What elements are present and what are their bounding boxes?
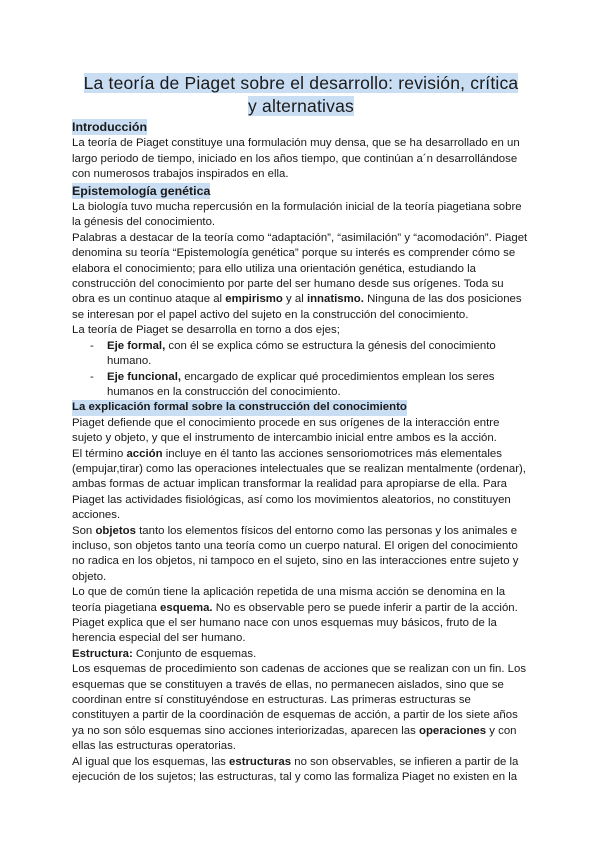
bold-term-accion: acción (126, 447, 163, 460)
section-heading-explicacion-formal: La explicación formal sobre la construcción del conocimiento (72, 400, 407, 415)
text-run: tanto los elementos físicos del entorno como las personas y los animales e incluso, son objetos tanto una teoría como un cuerpo natural. El origen del conocimiento no radica en los objetos, ni tampoco en el sujeto, sino en las interacciones entre sujeto y objeto. (72, 524, 519, 583)
text-run: y al (282, 293, 307, 306)
title-line-1: La teoría de Piaget sobre el desarrollo: revisión, crítica (83, 73, 519, 93)
episte-paragraph-3: La teoría de Piaget se desarrolla en torno a dos ejes; (72, 324, 340, 337)
bold-term-eje-funcional: Eje funcional, (107, 370, 182, 383)
text-run: Los esquemas de procedimiento son cadenas de acciones que se realizan con un fin. Los esquemas que se constituyen a través de ellas, no permanecen aislados, sino que se coordinan entre sí constituyéndose en estructuras. Las primeras estructuras se constituyen a partir de la coordinación de esquemas de acción, a partir de los siete años ya no son sólo esquemas sino acciones interiorizadas, aparecen las (72, 663, 527, 737)
bold-term-esquema: esquema. (160, 601, 213, 614)
text-run: Palabras a destacar de la teoría como “adaptación”, “asimilación” y “acomodación”. Piaget denomina su teoría “Epistemología genética” porque su interés es comprender cómo se elabora el conocimiento; para ello utiliza una orientación genética, estudiando la construcción del conocimiento por parte del ser humano desde sus orígenes. Toda su obra es un continuo ataque al (72, 231, 528, 306)
bold-term-operaciones: operaciones (418, 724, 487, 737)
formal-paragraph-1: Piaget defiende que el conocimiento procede en sus orígenes de la interacción entre sujeto y objeto, y que el instrumento de intercambio inicial entre ambos es la acción. (72, 416, 500, 445)
bold-term-innatismo: innatismo. (306, 293, 364, 306)
formal-paragraph-5 (72, 647, 528, 662)
bold-term-estructuras: estructuras (229, 755, 292, 768)
axes-list (72, 339, 528, 401)
text-run: No es observable pero se puede inferir a partir de la acción. Piaget explica que el ser humano nace con unos esquemas muy básicos, fruto de la herencia especial del ser humano. (72, 601, 518, 645)
text-run: incluye en él tanto las acciones sensoriomotrices más elementales (empujar,tirar) como las operaciones intelectuales que se realizan mentalmente (ordenar), ambas formas de actuar implican transformar la realidad para apropiarse de ella. Para Piaget las actividades fisiológicas, así como los movimientos aleatorios, no constituyen acciones. (72, 447, 526, 522)
bold-term-estructura: Estructura: (72, 647, 133, 660)
list-item-eje-funcional (72, 370, 528, 401)
section-heading-introduccion: Introducción (72, 120, 148, 134)
formal-paragraph-2 (72, 447, 528, 524)
bold-term-objetos: objetos (95, 524, 136, 537)
text-run: Lo que de común tiene la aplicación repetida de una misma acción se denomina en la teoría piagetiana (72, 586, 506, 614)
text-run: Conjunto de esquemas. (132, 647, 257, 660)
text-run: encargado de explicar qué procedimientos emplean los seres humanos en la construcción del conocimiento. (107, 370, 495, 398)
list-item-eje-formal (72, 339, 528, 370)
section-heading-epistemologia: Epistemología genética (72, 183, 211, 198)
document-title (72, 72, 530, 118)
bold-term-empirismo: empirismo (225, 293, 283, 306)
bold-term-eje-formal: Eje formal, (107, 339, 166, 352)
text-run: Ninguna de las dos posiciones se interesan por el papel activo del sujeto en la construcción del conocimiento. (72, 293, 522, 321)
text-run: Son (72, 524, 96, 537)
formal-paragraph-7 (72, 755, 528, 786)
formal-paragraph-6 (72, 662, 528, 754)
text-run: no son observables, se infieren a partir de la ejecución de los sujetos; las estructuras, tal y como las formaliza Piaget no existen en la (72, 755, 519, 784)
title-line-2: y alternativas (248, 96, 354, 116)
document-body (72, 119, 528, 785)
formal-paragraph-3 (72, 524, 528, 586)
text-run: con él se explica cómo se estructura la génesis del conocimiento humano. (107, 339, 496, 368)
text-run: Al igual que los esquemas, las (72, 755, 230, 768)
text-run: y con ellas las estructuras operatorias. (72, 724, 517, 753)
intro-paragraph: La teoría de Piaget constituye una formulación muy densa, que se ha desarrollado en un largo periodo de tiempo, iniciado en los años tiempo, que continúan a´n desarrollándose con numerosos trabajos inspirados en ella. (72, 137, 520, 181)
formal-paragraph-4 (72, 585, 528, 647)
text-run: El término (72, 447, 127, 460)
episte-paragraph-2 (72, 231, 528, 323)
episte-paragraph-1: La biología tuvo mucha repercusión en la formulación inicial de la teoría piagetiana sobre la génesis del conocimiento. (72, 201, 522, 229)
